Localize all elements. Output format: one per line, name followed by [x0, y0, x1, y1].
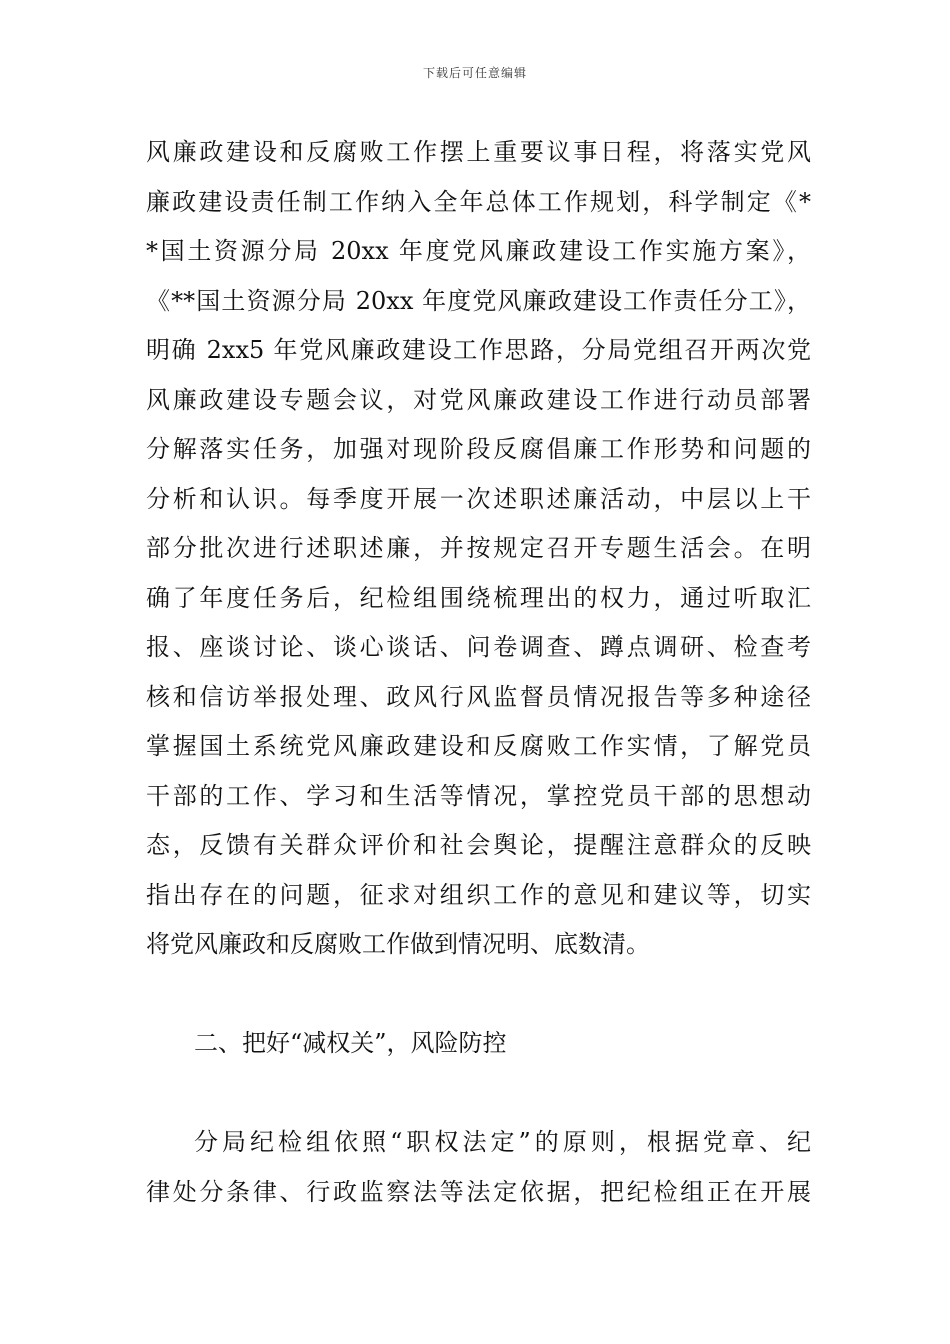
paragraph-line: 《**国土资源分局 20xx 年度党风廉政建设工作责任分工》， [146, 286, 811, 315]
paragraph-line: 指出存在的问题，征求对组织工作的意见和建议等，切实 [146, 880, 811, 909]
paragraph-line: 确了年度任务后，纪检组围绕梳理出的权力，通过听取汇 [146, 583, 811, 612]
paragraph-line: 将党风廉政和反腐败工作做到情况明、底数清。 [146, 930, 650, 958]
paragraph-line: 分局纪检组依照“职权法定”的原则，根据党章、纪 [194, 1128, 811, 1156]
section-heading: 二、把好“减权关”，风险防控 [194, 1029, 507, 1057]
paragraph-line: 报、座谈讨论、谈心谈话、问卷调查、蹲点调研、检查考 [146, 633, 811, 661]
paragraph-line: 廉政建设责任制工作纳入全年总体工作规划，科学制定《* [146, 187, 811, 216]
paragraph-line: 风廉政建设和反腐败工作摆上重要议事日程，将落实党风 [146, 138, 811, 166]
paragraph-line: 态，反馈有关群众评价和社会舆论，提醒注意群众的反映 [146, 831, 811, 859]
paragraph-2 [146, 1118, 811, 1217]
paragraph-line: 分析和认识。每季度开展一次述职述廉活动，中层以上干 [146, 484, 811, 513]
paragraph-line: 部分批次进行述职述廉，并按规定召开专题生活会。在明 [146, 534, 811, 562]
blank-line [146, 1069, 811, 1119]
paragraph-1 [146, 128, 811, 970]
paragraph-line: 分解落实任务，加强对现阶段反腐倡廉工作形势和问题的 [146, 435, 811, 463]
paragraph-line: 风廉政建设专题会议，对党风廉政建设工作进行动员部署 [146, 385, 811, 414]
blank-line [146, 970, 811, 1020]
paragraph-line: 核和信访举报处理、政风行风监督员情况报告等多种途径 [146, 682, 811, 711]
paragraph-line: 掌握国土系统党风廉政建设和反腐败工作实情，了解党员 [146, 732, 811, 760]
page-header-note: 下载后可任意编辑 [422, 66, 527, 80]
paragraph-line: 明确 2xx5 年党风廉政建设工作思路，分局党组召开两次党 [146, 336, 811, 364]
paragraph-line: *国土资源分局 20xx 年度党风廉政建设工作实施方案》， [146, 237, 811, 265]
paragraph-line: 律处分条律、行政监察法等法定依据，把纪检组正在开展 [146, 1177, 811, 1206]
document-body [146, 128, 811, 1217]
paragraph-line: 干部的工作、学习和生活等情况，掌控党员干部的思想动 [146, 781, 811, 810]
